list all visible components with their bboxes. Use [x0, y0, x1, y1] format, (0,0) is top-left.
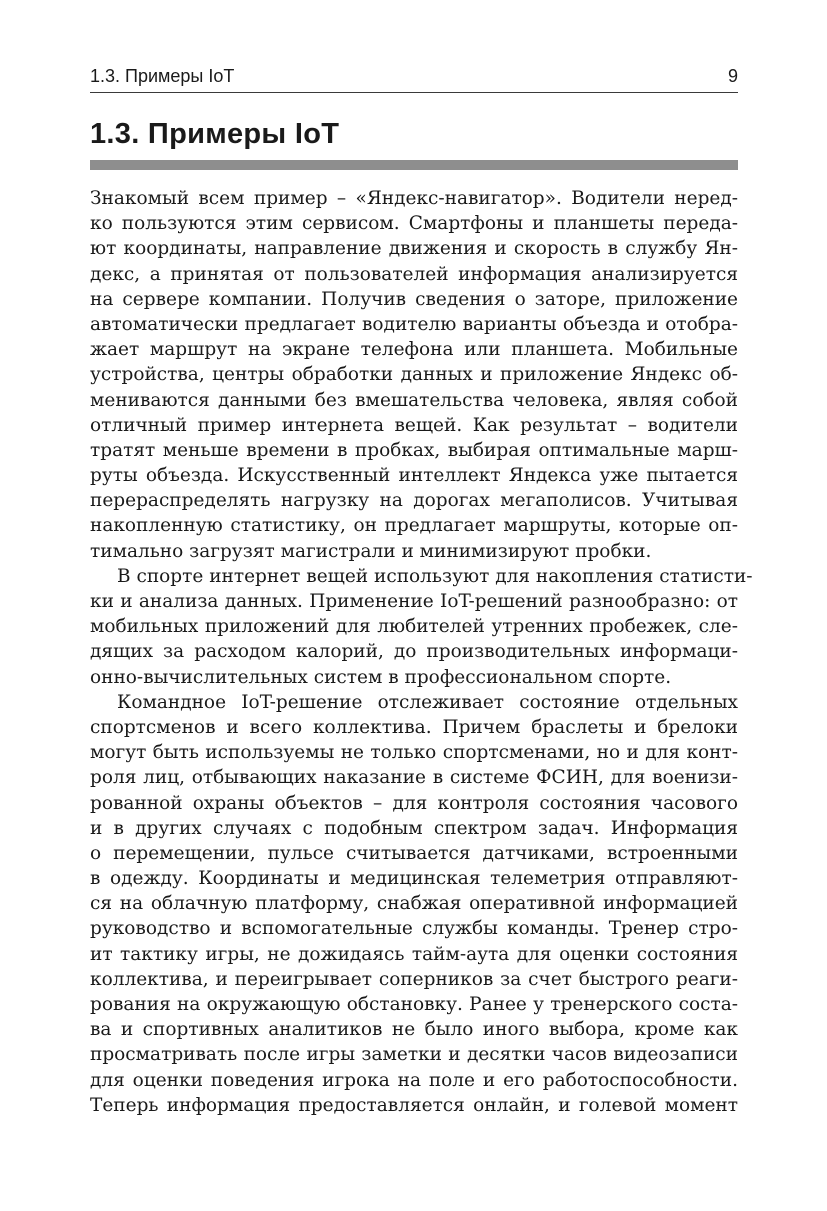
- running-head: [90, 62, 738, 93]
- text-line: устройства, центры обработки данных и приложение Яндекс об-: [90, 364, 738, 386]
- text-line: на сервере компании. Получив сведения о заторе, приложение: [90, 288, 738, 310]
- page-number: 9: [727, 66, 738, 86]
- text-line: рования на окружающую обстановку. Ранее у тренерского соста-: [90, 994, 738, 1015]
- text-line: руты объезда. Искусственный интеллект Яндекса уже пытается: [90, 465, 738, 487]
- text-line: жает маршрут на экране телефона или планшета. Мобильные: [90, 339, 738, 361]
- running-head-title: 1.3. Примеры IoT: [90, 66, 235, 86]
- text-line: могут быть используемы не только спортсменами, но и для конт-: [90, 742, 738, 764]
- text-line: автоматически предлагает водителю варианты объезда и отобра-: [90, 313, 738, 335]
- paragraph: [90, 690, 738, 1118]
- text-line: и в других случаях с подобным спектром задач. Информация: [90, 817, 738, 839]
- text-line: руководство и вспомогательные службы команды. Тренер стро-: [90, 918, 738, 940]
- text-line: дящих за расходом калорий, до производительных информаци-: [90, 641, 738, 663]
- text-line: мениваются данными без вмешательства человека, являя собой: [90, 389, 738, 411]
- paragraph: [90, 186, 738, 564]
- paragraph: [90, 564, 753, 690]
- text-line: о перемещении, пульсе считывается датчиками, встроенными: [90, 842, 738, 864]
- text-line: ки и анализа данных. Применение IoT-решений разнообразно: от: [90, 591, 738, 612]
- section-heading-rule: [90, 160, 738, 170]
- text-line: тимально загрузят магистрали и минимизируют пробки.: [90, 540, 652, 562]
- text-line: ют координаты, направление движения и скорость в службу Ян-: [90, 238, 738, 260]
- text-line: Теперь информация предоставляется онлайн, и голевой момент: [90, 1094, 738, 1116]
- text-line: онно-вычислительных систем в профессиональном спорте.: [90, 666, 672, 688]
- text-line: Командное IoT-решение отслеживает состояние отдельных: [117, 691, 738, 713]
- text-line: ся на облачную платформу, снабжая оперативной информацией: [90, 893, 738, 915]
- text-line: роля лиц, отбывающих наказание в системе ФСИН, для военизи-: [90, 767, 738, 789]
- text-line: тратят меньше времени в пробках, выбирая оптимальные марш-: [90, 439, 738, 461]
- text-line: для оценки поведения игрока на поле и его работоспособности.: [90, 1069, 738, 1091]
- text-line: мобильных приложений для любителей утренних пробежек, сле-: [90, 616, 738, 638]
- text-line: декс, а принятая от пользователей информация анализируется: [90, 263, 738, 285]
- text-line: ко пользуются этим сервисом. Смартфоны и планшеты переда-: [90, 213, 738, 235]
- text-line: перераспределять нагрузку на дорогах мегаполисов. Учитывая: [90, 490, 738, 512]
- text-line: ит тактику игры, не дожидаясь тайм-аута для оценки состояния: [90, 943, 738, 965]
- text-line: В спорте интернет вещей используют для накопления статисти-: [117, 565, 753, 587]
- text-line: просматривать после игры заметки и десятки часов видеозаписи: [90, 1044, 738, 1066]
- text-line: коллектива, и переигрывает соперников за счет быстрого реаги-: [90, 968, 738, 990]
- text-line: рованной охраны объектов – для контроля состояния часового: [90, 792, 738, 814]
- text-line: ва и спортивных аналитиков не было иного выбора, кроме как: [90, 1019, 738, 1041]
- body-text: [90, 186, 753, 1118]
- text-line: накопленную статистику, он предлагает маршруты, которые оп-: [90, 515, 738, 537]
- section-heading: 1.3. Примеры IoT: [90, 118, 340, 150]
- text-line: отличный пример интернета вещей. Как результат – водители: [90, 414, 738, 436]
- text-line: в одежду. Координаты и медицинская телеметрия отправляют-: [90, 868, 738, 890]
- text-line: Знакомый всем пример – «Яндекс-навигатор». Водители неред-: [90, 188, 738, 209]
- text-line: спортсменов и всего коллектива. Причем браслеты и брелоки: [90, 716, 738, 738]
